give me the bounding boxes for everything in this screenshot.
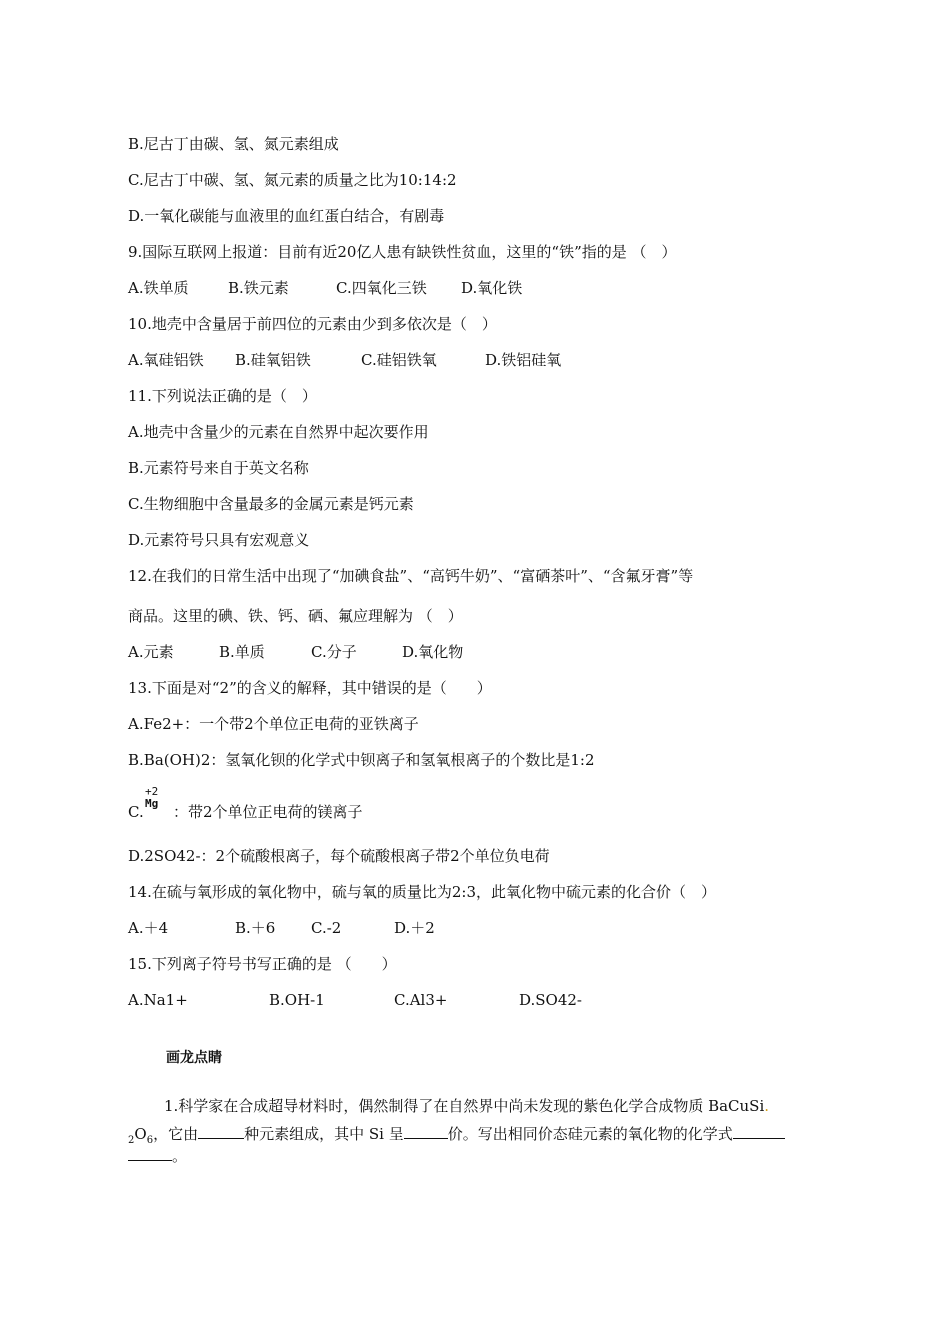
fill-in-line-2 [128, 1120, 785, 1155]
q11-option-a: A.地壳中含量少的元素在自然界中起次要作用 [128, 423, 429, 441]
q14-option-d: D.＋2 [394, 919, 435, 937]
question-12-line2: 商品。这里的碘、铁、钙、硒、氟应理解为 （ ） [128, 607, 463, 625]
question-9: 9.国际互联网上报道：目前有近20亿人患有缺铁性贫血，这里的“铁”指的是 （ ） [128, 243, 677, 261]
q13-option-b: B.Ba(OH)2：氢氧化钡的化学式中钡离子和氢氧根离子的个数比是1:2 [128, 751, 595, 769]
element-symbol: Mg [145, 797, 159, 810]
answer-blank-3-continued[interactable] [128, 1146, 172, 1161]
q9-option-d: D.氧化铁 [461, 279, 523, 297]
fill-in-line-3 [128, 1142, 187, 1170]
q15-option-d: D.SO42- [519, 991, 582, 1009]
q12-option-c: C.分子 [311, 643, 357, 661]
q12-option-a: A.元素 [128, 643, 174, 661]
question-11: 11.下列说法正确的是（ ） [128, 387, 317, 405]
formula-subscript-6: 6 [146, 1135, 154, 1146]
q11-option-c: C.生物细胞中含量最多的金属元素是钙元素 [128, 495, 414, 513]
q8-option-d: D.一氧化碳能与血液里的血红蛋白结合，有剧毒 [128, 207, 445, 225]
q12-option-b: B.单质 [219, 643, 265, 661]
q15-option-b: B.OH-1 [269, 991, 325, 1009]
q13-option-c-prefix: C. [128, 803, 144, 821]
answer-blank-3[interactable] [733, 1124, 785, 1139]
mark-dot: . [764, 1097, 770, 1115]
question-12-line1: 12.在我们的日常生活中出现了“加碘食盐”、“高钙牛奶”、“富硒茶叶”、“含氟牙膏”等 [128, 567, 694, 585]
formula-subscript-2: 2 [128, 1135, 135, 1146]
question-14: 14.在硫与氧形成的氧化物中，硫与氧的质量比为2:3，此氧化物中硫元素的化合价（ ） [128, 883, 716, 901]
q9-option-b: B.铁元素 [228, 279, 289, 297]
q14-option-b: B.＋6 [235, 919, 276, 937]
q13-option-c-text: ：带2个单位正电荷的镁离子 [173, 803, 363, 821]
answer-blank-2[interactable] [404, 1124, 448, 1139]
question-13: 13.下面是对“2”的含义的解释，其中错误的是（ ） [128, 679, 492, 697]
q11-option-b: B.元素符号来自于英文名称 [128, 459, 309, 477]
valence-charge: +2 [145, 785, 159, 798]
section-title: 画龙点睛 [166, 1050, 222, 1066]
q14-option-a: A.＋4 [128, 919, 169, 937]
q10-option-b: B.硅氧铝铁 [235, 351, 311, 369]
q10-option-c: C.硅铝铁氧 [361, 351, 437, 369]
question-10: 10.地壳中含量居于前四位的元素由少到多依次是（ ） [128, 315, 497, 333]
q8-option-c: C.尼古丁中碳、氢、氮元素的质量之比为10:14:2 [128, 171, 457, 189]
fill-in-text-start: 1.科学家在合成超导材料时，偶然制得了在自然界中尚未发现的紫色化学合成物质 BaCuSi [164, 1097, 765, 1115]
q11-option-d: D.元素符号只具有宏观意义 [128, 531, 310, 549]
q9-option-a: A.铁单质 [128, 279, 189, 297]
q13-option-d: D.2SO42-：2个硫酸根离子，每个硫酸根离子带2个单位负电荷 [128, 847, 550, 865]
q13-option-a: A.Fe2+：一个带2个单位正电荷的亚铁离子 [128, 715, 419, 733]
q10-option-d: D.铁铝硅氧 [485, 351, 562, 369]
fill-in-text-3: 种元素组成，其中 Si 呈 [244, 1125, 404, 1143]
q15-option-c: C.Al3+ [394, 991, 448, 1009]
q15-option-a: A.Na1+ [128, 991, 188, 1009]
q12-option-d: D.氧化物 [402, 643, 464, 661]
fill-in-line-1 [164, 1092, 769, 1120]
formula-oxygen: O [134, 1125, 147, 1143]
fill-in-text-4: 价。写出相同价态硅元素的氧化物的化学式 [447, 1125, 733, 1143]
magnesium-valence-symbol [145, 786, 167, 810]
fill-in-text-2: ，它由 [153, 1125, 199, 1143]
q8-option-b: B.尼古丁由碳、氢、氮元素组成 [128, 135, 339, 153]
question-15: 15.下列离子符号书写正确的是 （ ） [128, 955, 397, 973]
fill-in-text-end: 。 [172, 1147, 188, 1165]
q10-option-a: A.氧硅铝铁 [128, 351, 204, 369]
answer-blank-1[interactable] [198, 1124, 244, 1139]
q14-option-c: C.-2 [311, 919, 342, 937]
q9-option-c: C.四氧化三铁 [336, 279, 427, 297]
